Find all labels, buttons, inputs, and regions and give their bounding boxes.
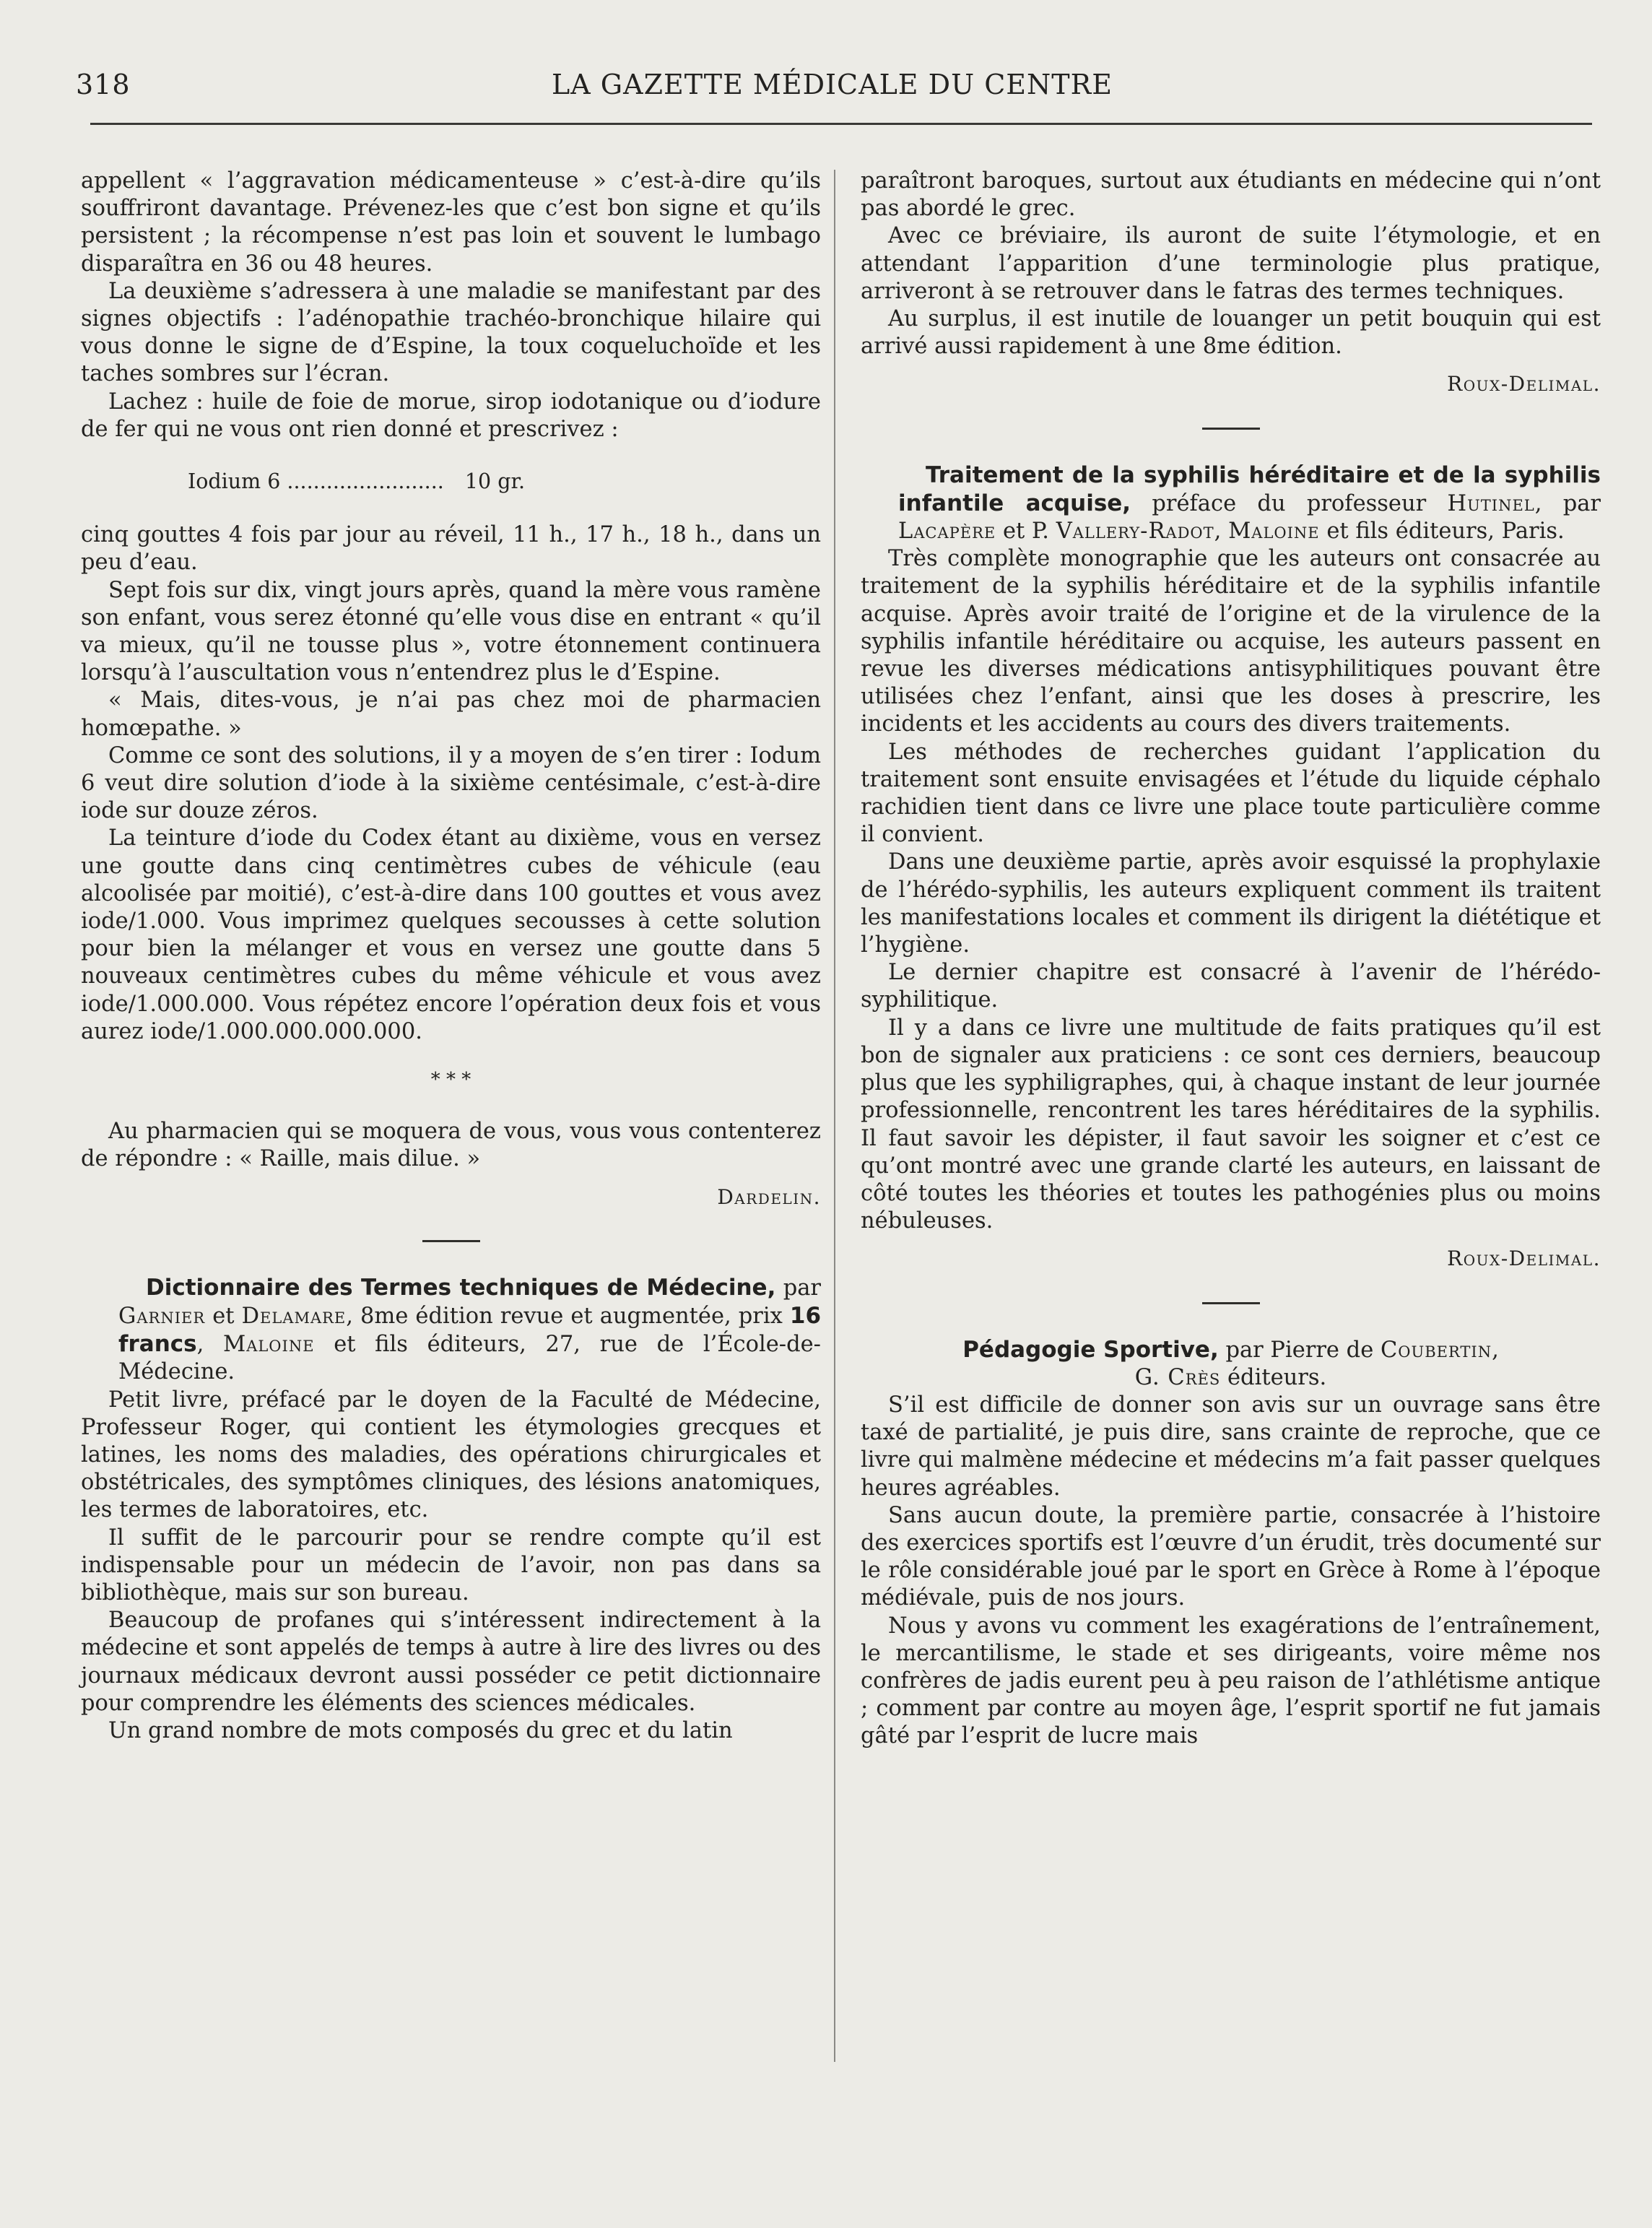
page-header bbox=[76, 69, 1588, 112]
left-column bbox=[81, 168, 821, 1745]
paragraph: Lachez : huile de foie de morue, sirop iodotanique ou d’iodure de fer qui ne vous ont rien donné et prescrivez : bbox=[81, 389, 821, 442]
author-name: Vallery-Radot bbox=[1056, 519, 1214, 545]
section-divider bbox=[1202, 428, 1260, 430]
paragraph: Au pharmacien qui se moquera de vous, vous vous contenterez de répondre : « Raille, mais dilue. » bbox=[81, 1119, 821, 1172]
author-name: Hutinel bbox=[1447, 490, 1535, 516]
paragraph: Dans une deuxième partie, après avoir esquissé la prophylaxie de l’hérédo-syphilis, les auteurs expliquent comment ils traitent les manifestations locales et comment ils dirigent la diététique et l’hygiène. bbox=[861, 849, 1601, 958]
signature: Roux-Delimal. bbox=[1447, 372, 1601, 396]
paragraph: Nous y avons vu comment les exagérations de l’entraînement, le mercantilisme, le stade et ses dirigeants, voire même nos confrères de jadis eurent peu à peu raison de l’athlétisme antique ; comment par contre au moyen âge, l’esprit sportif ne fut jamais gâté par l’esprit de lucre mais bbox=[861, 1613, 1601, 1749]
price: 16 francs bbox=[118, 1302, 822, 1358]
formula-label: Iodium 6 ........................ bbox=[188, 469, 444, 494]
author-name: Delamare bbox=[241, 1303, 347, 1329]
signature: Dardelin. bbox=[717, 1184, 821, 1209]
paragraph: Avec ce bréviaire, ils auront de suite l’étymologie, et en attendant l’apparition d’une terminologie plus pratique, arriveront à se retrouver dans le fatras des termes techniques. bbox=[861, 223, 1601, 304]
header-rule bbox=[90, 123, 1592, 125]
paragraph: Comme ce sont des solutions, il y a moyen de s’en tirer : Iodum 6 veut dire solution d’iode à la sixième centésimale, c’est-à-dire iode sur douze zéros. bbox=[81, 742, 821, 824]
paragraph: Les méthodes de recherches guidant l’application du traitement sont ensuite envisagées et l’étude du liquide céphalo rachidien tient dans ce livre une place toute particulière comme il convient. bbox=[861, 739, 1601, 848]
paragraph: Très complète monographie que les auteurs ont consacrée au traitement de la syphilis héréditaire et de la syphilis infantile acquise. Après avoir traité de l’origine et de la virulence de la syphilis infantile héréditaire ou acquise, les auteurs passent en revue les diverses médications antisyphilitiques pouvant être utilisées chez l’enfant, ainsi que les doses à prescrire, les incidents et les accidents au cours des divers traitements. bbox=[861, 546, 1601, 737]
journal-title: LA GAZETTE MÉDICALE DU CENTRE bbox=[552, 69, 1113, 100]
author-name: Lacapère bbox=[898, 519, 996, 545]
section-divider bbox=[1202, 1302, 1260, 1304]
section-divider bbox=[422, 1240, 480, 1242]
paragraph: Beaucoup de profanes qui s’intéressent indirectement à la médecine et sont appelés de temps à autre à lire des livres ou des journaux médicaux devront aussi posséder ce petit dictionnaire pour comprendre les éléments des sciences médicales. bbox=[81, 1608, 821, 1716]
section-asterism: * * * bbox=[430, 1069, 471, 1091]
book-title: Pédagogie Sportive, bbox=[962, 1336, 1219, 1363]
book-title: Traitement de la syphilis héréditaire et de la syphilis infantile acquise, bbox=[898, 461, 1601, 516]
review-heading: Dictionnaire des Termes techniques de Médecine, par Garnier et Delamare, 8me édition revue et augmentée, prix 16 francs, Maloine et fils éditeurs, 27, rue de l’École-de-Médecine. bbox=[118, 1274, 822, 1385]
paragraph: Au surplus, il est inutile de louanger un petit bouquin qui est arrivé aussi rapidement à une 8me édition. bbox=[861, 306, 1601, 360]
paragraph: S’il est difficile de donner son avis sur un ouvrage sans être taxé de partialité, je puis dire, sans crainte de reproche, que ce livre qui malmène médecine et médecins m’a fait passer quelques heures agréables. bbox=[861, 1392, 1601, 1501]
review-heading: Traitement de la syphilis héréditaire et de la syphilis infantile acquise, préface du professeur Hutinel, par Lacapère et P. Vallery-Radot, Maloine et fils éditeurs, Paris. bbox=[898, 461, 1601, 545]
paragraph: Il suffit de le parcourir pour se rendre compte qu’il est indispensable pour un médecin de l’avoir, non pas dans sa bibliothèque, mais sur son bureau. bbox=[81, 1525, 821, 1605]
author-name: Garnier bbox=[118, 1303, 206, 1329]
paragraph: « Mais, dites-vous, je n’ai pas chez moi de pharmacien homœpathe. » bbox=[81, 688, 821, 741]
publisher-name: G. Crès bbox=[1134, 1364, 1221, 1390]
formula-value: 10 gr. bbox=[464, 469, 526, 494]
paragraph: Sans aucun doute, la première partie, consacrée à l’histoire des exercices sportifs est l’œuvre d’un érudit, très documenté sur le rôle considérable joué par le sport en Grèce à Rome à l’époque médiévale, puis de nos jours. bbox=[861, 1502, 1601, 1611]
paragraph: appellent « l’aggravation médicamenteuse » c’est-à-dire qu’ils souffriront davantage. Prévenez-les que c’est bon signe et qu’ils persistent ; la récompense n’est pas loin et souvent le lumbago disparaîtra en 36 ou 48 heures. bbox=[81, 168, 821, 277]
paragraph: Un grand nombre de mots composés du grec et du latin bbox=[108, 1717, 733, 1743]
paragraph: Le dernier chapitre est consacré à l’avenir de l’hérédo-syphilitique. bbox=[861, 960, 1601, 1013]
paragraph: Sept fois sur dix, vingt jours après, quand la mère vous ramène son enfant, vous serez étonné qu’elle vous dise en entrant « qu’il va mieux, qu’il ne tousse plus », votre étonnement continuera lorsqu’à l’auscultation vous n’entendrez plus le d’Espine. bbox=[81, 577, 821, 686]
paragraph: paraîtront baroques, surtout aux étudiants en médecine qui n’ont pas abordé le grec. bbox=[861, 168, 1601, 222]
paragraph: La deuxième s’adressera à une maladie se manifestant par des signes objectifs : l’adénopathie trachéo-bronchique hilaire qui vous donne le signe de d’Espine, la toux coqueluchoïde et les taches sombres sur l’écran. bbox=[81, 278, 821, 387]
signature: Roux-Delimal. bbox=[1447, 1247, 1601, 1271]
publisher-name: Maloine bbox=[222, 1332, 315, 1358]
paragraph: Il y a dans ce livre une multitude de faits pratiques qu’il est bon de signaler aux praticiens : ce sont ces derniers, beaucoup plus que les syphiligraphes, qui, à chaque instant de leur journée professionnelle, rencontrent les tares héréditaires de la syphilis. Il faut savoir les dépister, il faut savoir les soigner et c’est ce qu’ont montré avec une grande clarté les auteurs, en laissant de côté toutes les théories et toutes les pathogénies plus ou moins nébuleuses. bbox=[861, 1015, 1601, 1234]
page-number: 318 bbox=[76, 69, 131, 100]
publisher-name: Maloine bbox=[1228, 519, 1320, 545]
right-column bbox=[861, 168, 1601, 1751]
book-title: Dictionnaire des Termes techniques de Médecine, bbox=[146, 1274, 776, 1301]
column-divider bbox=[834, 170, 835, 2062]
prescription-formula bbox=[81, 468, 821, 495]
paragraph: Petit livre, préfacé par le doyen de la Faculté de Médecine, Professeur Roger, qui contient les étymologies grecques et latines, les noms des maladies, des opérations chirurgicales et obstétricales, des symptômes cliniques, des lésions anatomiques, les termes de laboratoires, etc. bbox=[81, 1387, 821, 1523]
paragraph: La teinture d’iode du Codex étant au dixième, vous en versez une goutte dans cinq centimètres cubes de véhicule (eau alcoolisée par moitié), c’est-à-dire dans 100 gouttes et vous avez iode/1.000. Vous imprimez quelques secousses à cette solution pour bien la mélanger et vous en versez une goutte dans 5 nouveaux centimètres cubes du même véhicule et vous avez iode/1.000.000. Vous répétez encore l’opération deux fois et vous aurez iode/1.000.000.000.000. bbox=[81, 825, 821, 1044]
review-heading: Pédagogie Sportive, par Pierre de Coubertin, G. Crès éditeurs. bbox=[962, 1336, 1499, 1390]
author-name: Coubertin bbox=[1380, 1337, 1492, 1363]
paragraph: cinq gouttes 4 fois par jour au réveil, 11 h., 17 h., 18 h., dans un peu d’eau. bbox=[81, 522, 821, 576]
